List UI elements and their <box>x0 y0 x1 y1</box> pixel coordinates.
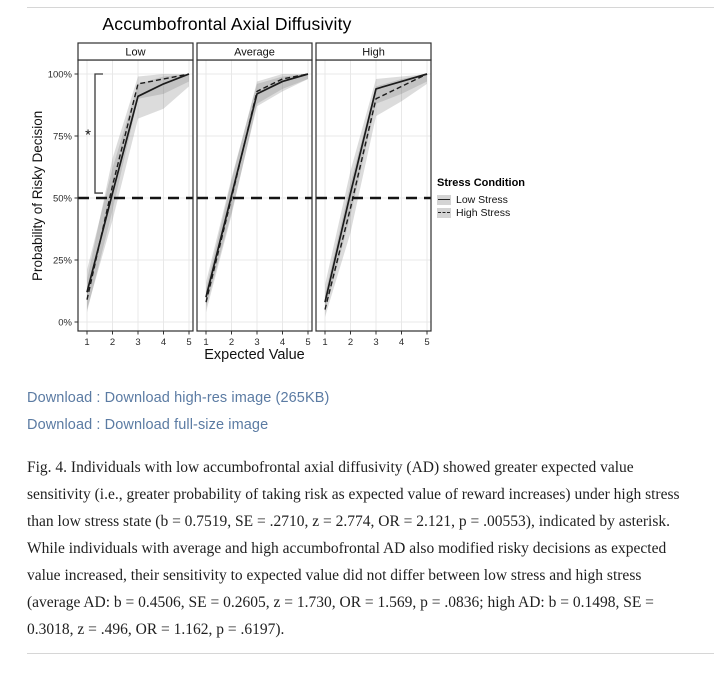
x-tick-label: 2 <box>228 337 235 348</box>
facet-strip-label: Low <box>125 46 146 59</box>
x-axis-label: Expected Value <box>204 347 305 363</box>
legend-item-high-stress <box>437 207 587 219</box>
x-tick-label: 4 <box>398 337 405 348</box>
chart-title: Accumbofrontal Axial Diffusivity <box>102 14 352 34</box>
bottom-divider <box>27 653 714 654</box>
x-tick-label: 4 <box>279 337 286 348</box>
solid-line-key-icon <box>437 195 451 205</box>
x-tick-label: 3 <box>254 337 260 348</box>
x-tick-label: 5 <box>305 337 311 348</box>
x-tick-label: 1 <box>84 337 90 348</box>
significance-asterisk: * <box>85 126 91 144</box>
download-full-size-link[interactable]: Download : Download full-size image <box>27 417 269 433</box>
x-tick-label: 2 <box>109 337 116 348</box>
x-tick-label: 5 <box>186 337 192 348</box>
y-tick-label: 75% <box>52 131 72 143</box>
y-axis-label: Probability of Risky Decision <box>30 110 45 281</box>
legend-item-low-stress <box>437 194 587 206</box>
figure-caption: Fig. 4. Individuals with low accumbofrontal axial diffusivity (AD) showed greater expected value sensitivity (i.e., greater probability of taking risk as expected value of reward increases) under high stress than low stress state (b = 0.7519, SE = .2710, z = 2.774, OR = 2.121, p = .00553), indicated by asterisk. While individuals with average and high accumbofrontal AD also modified risky decisions as expected value increased, their sensitivity to expected value did not differ between low stress and high stress (average AD: b = 0.4506, SE = 0.2605, z = 1.730, OR = 1.569, p = .0836; high AD: b = 0.1498, SE = 0.3018, z = .496, OR = 1.162, p = .6197). <box>27 459 680 638</box>
facet-strip-label: Average <box>234 46 275 59</box>
download-high-res-link[interactable]: Download : Download high-res image (265KB) <box>27 390 330 406</box>
x-tick-label: 5 <box>424 337 430 348</box>
legend-label: High Stress <box>456 207 511 219</box>
y-tick-label: 50% <box>52 193 72 205</box>
y-tick-label: 25% <box>52 255 72 267</box>
x-tick-label: 1 <box>322 337 328 348</box>
legend <box>437 177 587 220</box>
x-tick-label: 2 <box>347 337 354 348</box>
facet-plot <box>27 8 457 360</box>
facet-strip-label: High <box>362 46 385 59</box>
y-tick-label: 100% <box>47 69 72 81</box>
x-tick-label: 4 <box>160 337 167 348</box>
figure-image <box>27 8 714 370</box>
legend-title: Stress Condition <box>437 177 526 189</box>
x-tick-label: 3 <box>135 337 141 348</box>
x-tick-label: 1 <box>203 337 209 348</box>
legend-label: Low Stress <box>456 194 508 206</box>
download-links <box>27 390 714 433</box>
dashed-line-key-icon <box>437 208 451 218</box>
y-tick-label: 0% <box>58 317 72 329</box>
x-tick-label: 3 <box>373 337 379 348</box>
